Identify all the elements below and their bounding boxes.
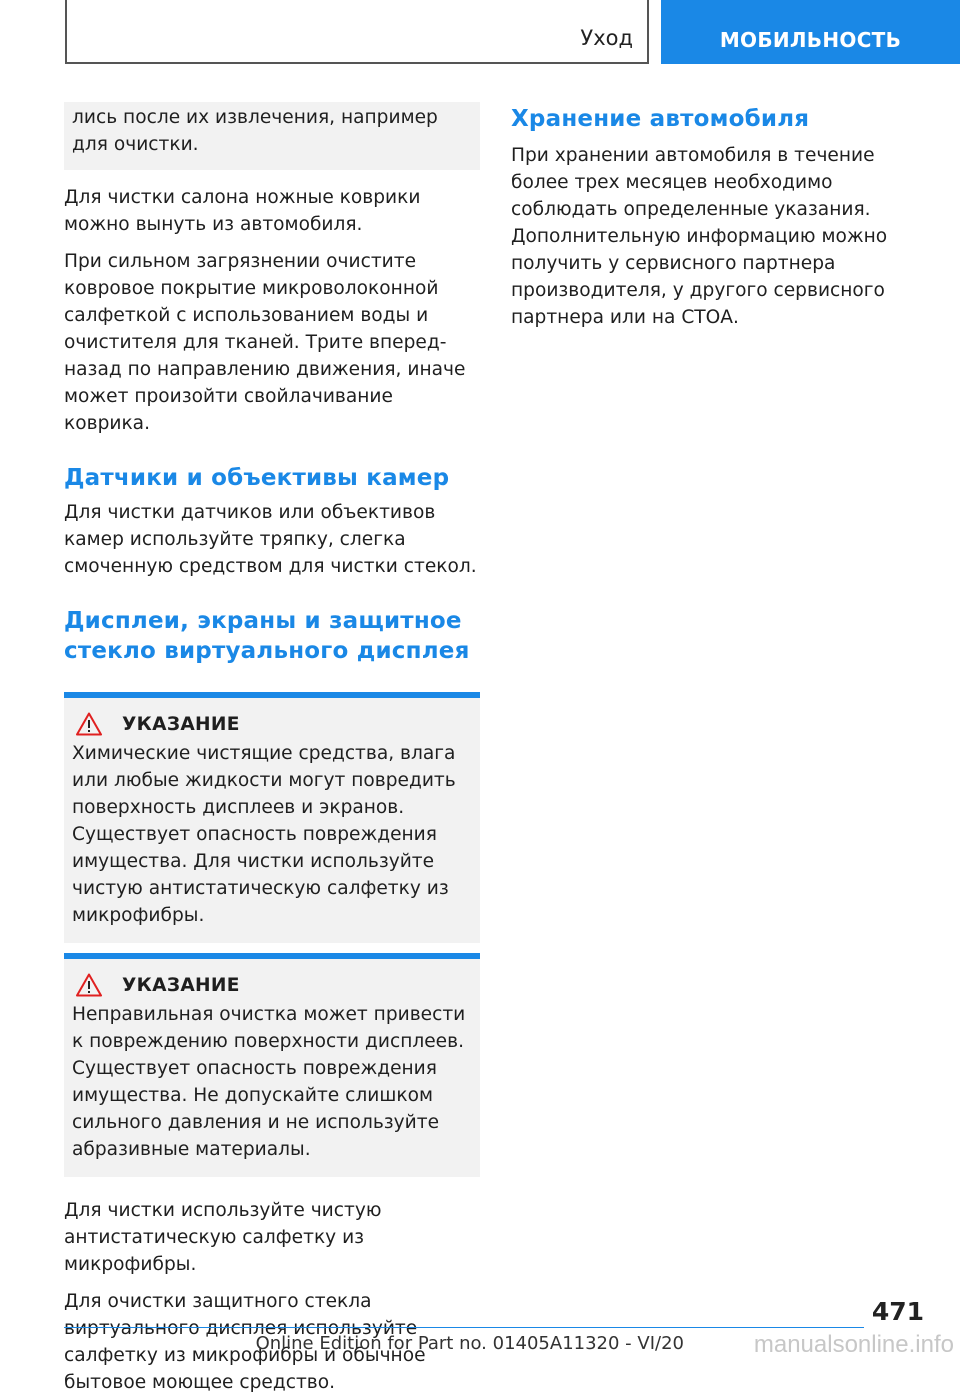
paragraph-storage: При хранении автомобиля в течение более трех месяцев необходимо соблюдать определенные указания. Дополнительную информацию можно получить у сервисного партнера производителя, у другого сервисного партнера или на СТОА.	[511, 145, 888, 328]
footer-edition: Online Edition for Part no. 01405A11320 - VI/20	[255, 1333, 684, 1354]
header-section-title: Уход	[580, 26, 633, 50]
header-chapter-label: МОБИЛЬНОСТЬ	[719, 28, 902, 52]
page-number: 471	[871, 1297, 924, 1326]
notice-header	[72, 973, 470, 997]
continuation-box	[64, 102, 480, 170]
notice-box	[64, 692, 480, 943]
paragraph-antistatic: Для чистки используйте чистую антистатическую салфетку из микрофибры.	[64, 1200, 382, 1275]
warning-triangle-icon	[76, 712, 102, 736]
notice-box	[64, 953, 480, 1177]
header-chapter-tab[interactable]	[661, 0, 960, 64]
header-section-box	[65, 0, 649, 64]
notice-text: Химические чистящие средства, влага или любые жидкости могут повредить поверхность дисплеев и экранов. Существует опасность повреждения имущества. Для чистки используйте чистую антистатическую салфетку из микрофибры.	[72, 743, 456, 926]
notice-title: УКАЗАНИЕ	[122, 713, 240, 735]
notice-title: УКАЗАНИЕ	[122, 974, 240, 996]
heading-cameras: Датчики и объективы камер	[64, 465, 450, 491]
notice-text: Неправильная очистка может привести к повреждению поверхности дисплеев. Существует опасность повреждения имущества. Не допускайте слишком сильного давления и не используйте абразивные материалы.	[72, 1004, 466, 1160]
paragraph-virtual-display: Для очистки защитного стекла виртуального дисплея используйте салфетку из микрофибры и обычное бытовое моющее средство.	[64, 1291, 426, 1393]
warning-triangle-icon	[76, 973, 102, 997]
continuation-text: лись после их извлечения, например для очистки.	[72, 107, 438, 155]
paragraph-mats: Для чистки салона ножные коврики можно вынуть из автомобиля.	[64, 187, 421, 235]
paragraph-carpet: При сильном загрязнении очистите ковровое покрытие микроволоконной салфеткой с использованием воды и очистителя для тканей. Трите вперед-назад по направлению движения, иначе может произойти свойлачивание коврика.	[64, 251, 466, 434]
right-column	[511, 102, 927, 331]
heading-storage: Хранение автомобиля	[511, 106, 810, 132]
left-column	[64, 102, 480, 1396]
notice-header	[72, 712, 470, 736]
watermark: manualsonline.info	[753, 1331, 954, 1358]
footer-divider	[64, 1327, 864, 1328]
paragraph-cameras: Для чистки датчиков или объективов камер используйте тряпку, слегка смоченную средством для чистки стекол.	[64, 502, 477, 577]
heading-displays: Дисплеи, экраны и защитное стекло виртуального дисплея	[64, 608, 470, 664]
